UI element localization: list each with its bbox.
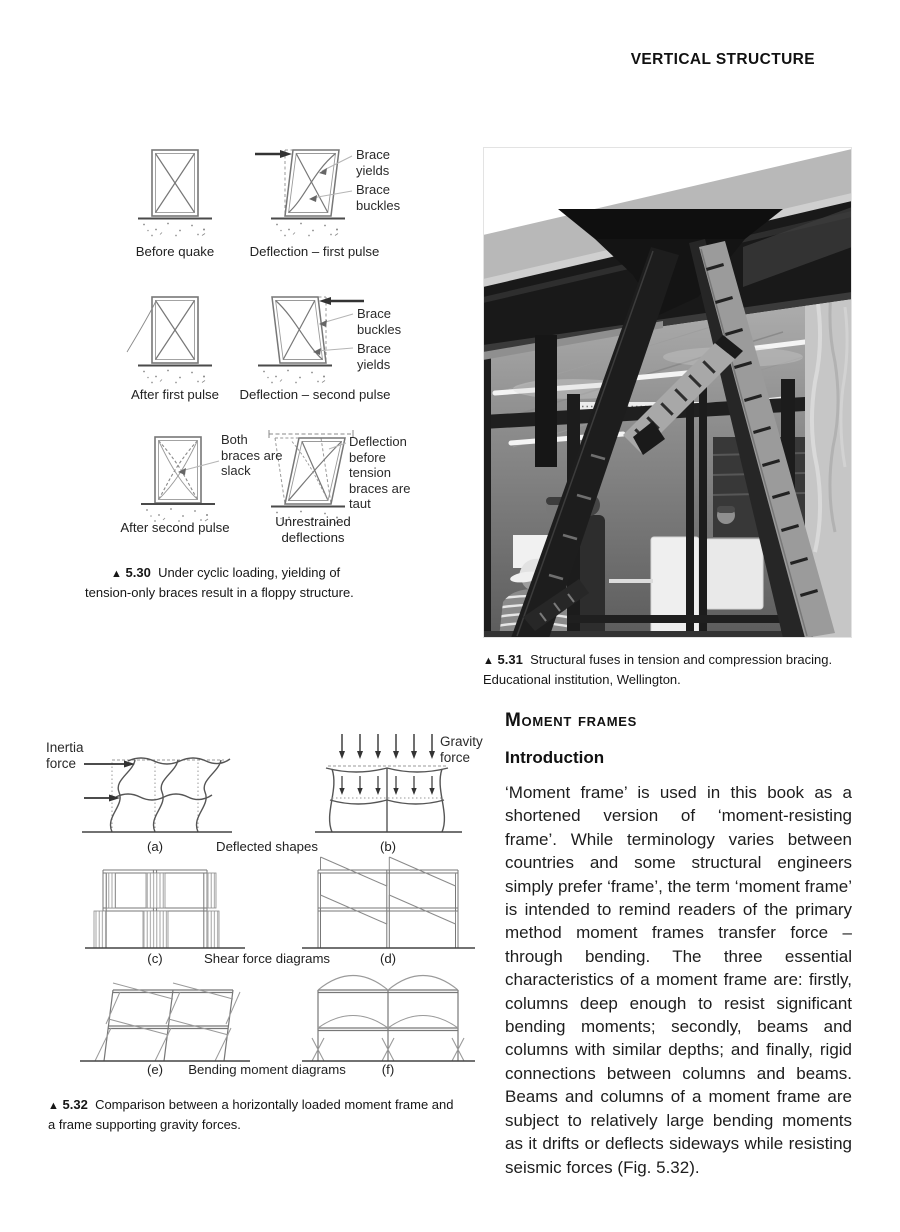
- annotation-brace-yields: Brace yields: [357, 341, 391, 372]
- sublabel-b: (b): [379, 839, 397, 854]
- figure-marker-icon: ▲: [483, 655, 494, 667]
- figure-5-30-caption: ▲ 5.30 Under cyclic loading, yielding of tension-only braces result in a floppy structure.: [85, 565, 354, 600]
- diagram-caption: Deflection – first pulse: [249, 244, 380, 259]
- diagram-e-bending-swayed: [80, 983, 250, 1061]
- section-heading: Moment frames: [505, 710, 638, 731]
- sublabel-d: (d): [379, 951, 397, 966]
- diagram-d-shear-sloped: [302, 857, 475, 948]
- annotation-brace-buckles: Brace buckles: [356, 182, 401, 213]
- fig-5-32-diagram: [40, 728, 490, 1080]
- figure-marker-icon: ▲: [111, 568, 122, 580]
- diagram-caption: After first pulse: [131, 387, 219, 402]
- desk: [609, 579, 653, 583]
- body-paragraph: ‘Moment frame’ is used in this book as a shortened version of ‘moment-resisting frame’. While terminology varies between countries and some structural engineers simply prefer ‘frame’, the term ‘moment frame’ is intended to remind readers of the primary method moment frames transfer force – through bending. The three essential characteristics of a moment frame are: firstly, columns deep enough to resist significant bending moments; secondly, beams and columns with similar depths; and finally, rigid connections between columns and beams. Beams and columns of a moment frame are subject to relatively large bending moments as it drifts or deflects sideways while resisting seismic forces (Fig. 5.32).: [505, 783, 852, 1177]
- diagram-caption: Unrestrained deflections: [275, 514, 351, 545]
- annotation-brace-buckles: Brace buckles: [357, 306, 402, 337]
- diagram-caption: After second pulse: [120, 520, 230, 535]
- figure-5-31-caption: ▲ 5.31 Structural fuses in tension and compression bracing. Educational institution, Wellington.: [483, 652, 833, 687]
- slack-braces-frame: [155, 437, 201, 503]
- row-title-shear: Shear force diagrams: [203, 951, 331, 966]
- row-title-bending: Bending moment diagrams: [188, 1062, 346, 1077]
- annotation-deflection-before-taut: Deflection before tension braces are taut: [349, 434, 411, 511]
- label-gravity-force: Gravity force: [440, 734, 483, 765]
- sublabel-e: (e): [146, 1062, 164, 1077]
- tilted-frame-first-pulse: [255, 150, 339, 216]
- subsection-heading: Introduction: [505, 748, 605, 767]
- annotation-both-braces-slack: Both braces are slack: [221, 432, 283, 478]
- partition: [705, 539, 763, 609]
- sublabel-c: (c): [147, 951, 163, 966]
- label-inertia-force: Inertia force: [46, 740, 84, 771]
- diagram-a-deflected-lateral: [82, 758, 232, 832]
- top-plate: [558, 209, 783, 239]
- diagram-c-shear-hatched: [85, 870, 245, 948]
- figure-marker-icon: ▲: [48, 1100, 59, 1112]
- diagram-caption: Before quake: [135, 244, 215, 259]
- steel-column: [535, 335, 557, 467]
- diagram-f-bending-arcs: [302, 976, 475, 1062]
- sublabel-a: (a): [146, 839, 164, 854]
- row-title-deflected: Deflected shapes: [216, 839, 318, 854]
- bracing-photo: [483, 147, 852, 638]
- sublabel-f: (f): [381, 1062, 395, 1077]
- figure-5-32-caption: ▲ 5.32 Comparison between a horizontally loaded moment frame and a frame supporting gravity forces.: [48, 1097, 454, 1132]
- page-header: VERTICAL STRUCTURE: [630, 51, 815, 68]
- annotation-brace-yields: Brace yields: [356, 147, 390, 178]
- diagram-caption: Deflection – second pulse: [239, 387, 391, 402]
